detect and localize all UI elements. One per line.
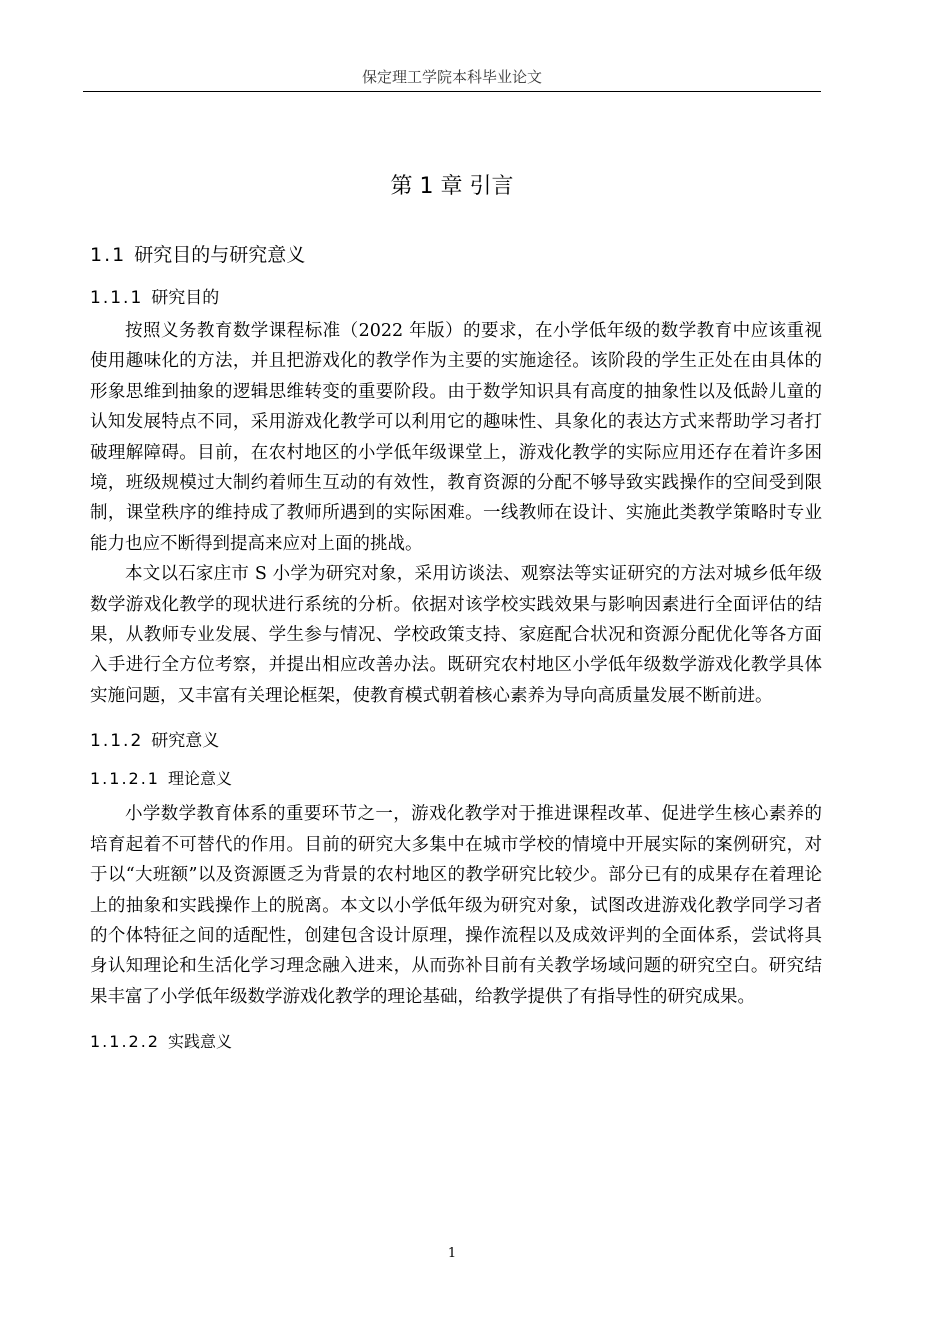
section-title: 研究意义 [151,731,220,752]
section-number: 1.1.2.1 [90,769,160,789]
section-title: 研究目的 [151,288,220,308]
subsection-heading-1-1-2 [90,727,822,755]
subsection-heading-1-1-1 [90,284,822,312]
section-title: 实践意义 [167,1032,232,1052]
subsubsection-heading-1-1-2-1 [90,765,822,793]
body-content [90,240,822,1062]
section-title: 理论意义 [167,769,232,789]
body-paragraph: 小学数学教育体系的重要环节之一，游戏化教学对于推进课程改革、促进学生核心素养的培育起着不可替代的作用。目前的研究大多集中在城市学校的情境中开展实际的案例研究，对于以“大班额”以及资源匮乏为背景的农村地区的教学研究比较少。部分已有的成果存在着理论上的抽象和实践操作上的脱离。本文以小学低年级为研究对象，试图改进游戏化教学同学习者的个体特征之间的适配性，创建包含设计原理，操作流程以及成效评判的全面体系，尝试将具身认知理论和生活化学习理念融入进来，从而弥补目前有关教学场域问题的研究空白。研究结果丰富了小学低年级数学游戏化教学的理论基础，给教学提供了有指导性的研究成果。 [90,804,822,1007]
section-number: 1.1.2 [90,731,144,752]
header-rule [83,91,821,92]
running-header: 保定理工学院本科毕业论文 [361,68,542,86]
section-title: 研究目的与研究意义 [134,244,306,266]
page-number: 1 [447,1246,457,1261]
section-heading-1-1 [90,240,822,270]
section-number: 1.1.2.2 [90,1032,160,1052]
subsubsection-heading-1-1-2-2 [90,1028,822,1056]
section-number: 1.1 [90,244,127,266]
body-paragraph: 本文以石家庄市 S 小学为研究对象，采用访谈法、观察法等实证研究的方法对城乡低年级数学游戏化教学的现状进行系统的分析。依据对该学校实践效果与影响因素进行全面评估的结果，从教师专业发展、学生参与情况、学校政策支持、家庭配合状况和资源分配优化等各方面入手进行全方位考察，并提出相应改善办法。既研究农村地区小学低年级数学游戏化教学具体实施问题，又丰富有关理论框架，使教育模式朝着核心素养为导向高质量发展不断前进。 [90,564,822,706]
body-paragraph: 按照义务教育数学课程标准（2022 年版）的要求，在小学低年级的数学教育中应该重视使用趣味化的方法，并且把游戏化的教学作为主要的实施途径。该阶段的学生正处在由具体的形象思维到抽象的逻辑思维转变的重要阶段。由于数学知识具有高度的抽象性以及低龄儿童的认知发展特点不同，采用游戏化教学可以利用它的趣味性、具象化的表达方式来帮助学习者打破理解障碍。目前，在农村地区的小学低年级课堂上，游戏化教学的实际应用还存在着许多困境，班级规模过大制约着师生互动的有效性，教育资源的分配不够导致实践操作的空间受到限制，课堂秩序的维持成了教师所遇到的实际困难。一线教师在设计、实施此类教学策略时专业能力也应不断得到提高来应对上面的挑战。 [90,321,822,554]
section-number: 1.1.1 [90,288,144,308]
chapter-title: 第 1 章 引言 [390,174,514,199]
